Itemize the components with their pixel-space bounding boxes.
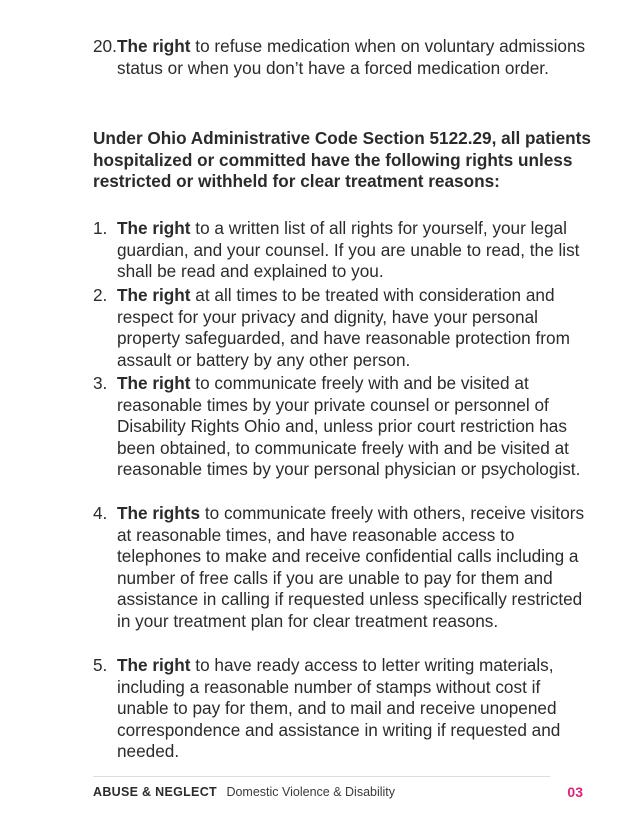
list-item-body bbox=[117, 285, 593, 371]
footer-divider bbox=[93, 776, 550, 777]
list-item-bold-lead: The right bbox=[117, 285, 191, 305]
list-item-text: to a written list of all rights for yourself, your legal guardian, and your counsel. If you are unable to read, the list shall be read and explained to you. bbox=[117, 218, 580, 282]
list-item-text: to communicate freely with others, receive visitors at reasonable times, and have reasonable access to telephones to make and receive confidential calls including a number of free calls if you are unable to pay for them and assistance in calling if requested unless specifically restricted in your treatment plan for clear treatment reasons. bbox=[117, 503, 585, 631]
list-number: 20. bbox=[93, 36, 117, 56]
list-number: 4. bbox=[93, 503, 108, 523]
list-item-text: to have ready access to letter writing materials, including a reasonable number of stamps without cost if unable to pay for them, and to mail and receive unopened correspondence and assistance in writing if requested and needed. bbox=[117, 655, 561, 762]
list-item-body bbox=[117, 218, 593, 283]
page-number: 03 bbox=[567, 784, 583, 800]
list-item-body bbox=[117, 655, 593, 763]
list-item-bold-lead: The right bbox=[117, 36, 191, 56]
list-item-bold-lead: The right bbox=[117, 373, 191, 393]
list-item-1 bbox=[93, 218, 593, 283]
list-item-bold-lead: The right bbox=[117, 218, 191, 238]
list-number: 5. bbox=[93, 655, 108, 675]
footer-subtitle: Domestic Violence & Disability bbox=[226, 785, 396, 799]
list-item-2 bbox=[93, 285, 593, 371]
list-number: 1. bbox=[93, 218, 108, 238]
list-item-3 bbox=[93, 373, 593, 481]
section-heading: Under Ohio Administrative Code Section 5122.29, all patients hospitalized or committed have the following rights unless restricted or withheld for clear treatment reasons: bbox=[93, 128, 591, 192]
page-footer bbox=[93, 785, 583, 805]
list-item-bold-lead: The rights bbox=[117, 503, 201, 523]
list-item-body bbox=[117, 503, 593, 633]
list-item-text: at all times to be treated with consideration and respect for your privacy and dignity, have your personal property safeguarded, and have reasonable protection from assault or battery by any other person. bbox=[117, 285, 570, 370]
list-item-4 bbox=[93, 503, 593, 633]
list-number: 3. bbox=[93, 373, 108, 393]
footer-brand: ABUSE & NEGLECT bbox=[93, 785, 217, 799]
list-number: 2. bbox=[93, 285, 108, 305]
list-item-20 bbox=[93, 36, 593, 79]
list-item-text: to refuse medication when on voluntary admissions status or when you don’t have a forced medication order. bbox=[117, 36, 586, 78]
list-item-bold-lead: The right bbox=[117, 655, 191, 675]
list-item-body bbox=[117, 373, 593, 481]
list-item-text: to communicate freely with and be visited at reasonable times by your private counsel or personnel of Disability Rights Ohio and, unless prior court restriction has been obtained, to communicate freely with and be visited at reasonable times by your personal physician or psychologist. bbox=[117, 373, 581, 480]
list-item-5 bbox=[93, 655, 593, 763]
list-item-body bbox=[117, 36, 593, 79]
